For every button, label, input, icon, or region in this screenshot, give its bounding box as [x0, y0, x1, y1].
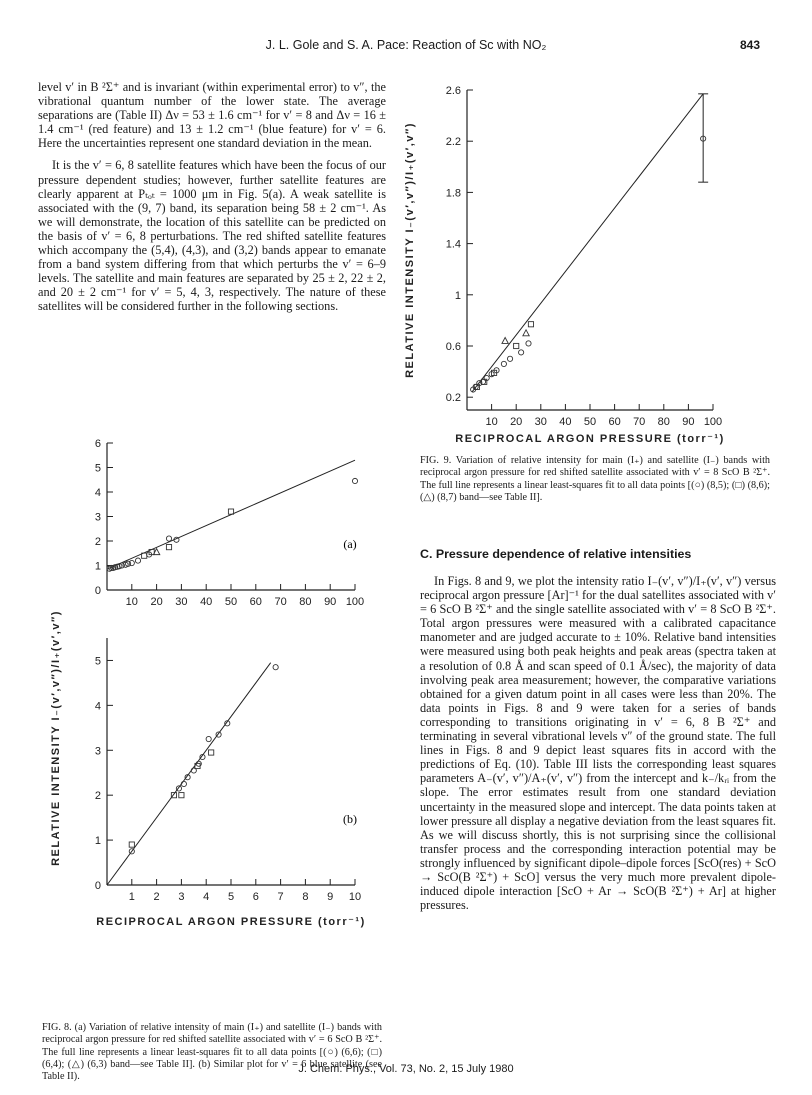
fig8b-point-circle — [181, 781, 186, 786]
left-column-text — [38, 80, 386, 322]
fig8a-point-square — [166, 545, 171, 550]
fig9-x-tick-label: 90 — [682, 416, 695, 428]
fig9-y-tick-label: 1.4 — [445, 238, 461, 251]
fig8b-y-tick-label: 3 — [94, 745, 101, 758]
fig8b-x-tick-label: 5 — [227, 891, 235, 903]
fig8b-panel-label: (b) — [343, 812, 357, 826]
figure-8-caption: FIG. 8. (a) Variation of relative intensity of main (I₊) and satellite (I₋) bands with reciprocal argon pressure for red shifted satellite associated with v′ = 6 ScO B ²Σ⁺. The full line represents a linear least-squares fit to all data points [(○) (6,6); (□) (6,4); (△) (6,3) band—see Table II]. (b) Similar plot for v′ = 6 blue satellite (see Table II). — [42, 1022, 382, 1083]
fig9-x-tick-label: 20 — [510, 416, 523, 428]
fig9-x-tick-label: 40 — [559, 416, 572, 428]
fig8b-x-tick-label: 8 — [302, 891, 309, 903]
fig8a-x-tick-label: 10 — [125, 596, 138, 608]
fig9-x-tick-label: 30 — [534, 416, 547, 428]
fig8b-point-circle — [206, 736, 211, 741]
fig8b-y-tick-label: 4 — [94, 700, 101, 713]
fig8b-y-tick-label: 1 — [94, 835, 101, 848]
fig9-fit-line — [472, 94, 703, 392]
fig8b-point-square — [129, 842, 134, 847]
fig8b-x-tick-label: 1 — [128, 891, 135, 903]
fig8b-x-tick-label: 3 — [178, 891, 185, 903]
header-title: J. L. Gole and S. A. Pace: Reaction of Sc with NO₂ — [265, 38, 547, 52]
fig9-point-circle — [501, 361, 506, 366]
fig8a-x-tick-label: 60 — [249, 596, 262, 608]
fig8a-y-tick-label: 6 — [94, 438, 101, 450]
fig8a-y-tick-label: 4 — [94, 487, 101, 499]
figure-9-chart — [395, 80, 795, 450]
fig8a-y-tick-label: 1 — [94, 560, 101, 573]
fig9-point-triangle — [502, 337, 508, 343]
fig8a-point-circle — [135, 558, 140, 563]
fig9-x-tick-label: 50 — [583, 416, 597, 428]
fig9-y-tick-label: 2.6 — [445, 85, 461, 97]
fig9-point-circle — [507, 356, 512, 361]
fig8-y-axis-title: RELATIVE INTENSITY I₋(v′,v″)/I₊(v′,v″) — [50, 610, 62, 866]
fig9-x-tick-label: 60 — [608, 416, 621, 428]
fig9-x-tick-label: 10 — [485, 416, 498, 428]
fig8b-x-tick-label: 2 — [153, 891, 160, 903]
fig9-y-axis-title: RELATIVE INTENSITY I₋(v′,v″)/I₊(v′,v″) — [404, 122, 416, 378]
fig8b-y-tick-label: 2 — [94, 790, 101, 803]
fig8b-x-tick-label: 6 — [252, 891, 259, 903]
fig9-y-tick-label: 0.6 — [445, 341, 461, 353]
fig8a-x-tick-label: 70 — [274, 596, 287, 608]
running-header — [0, 38, 812, 58]
fig9-point-circle — [526, 341, 531, 346]
right-column-text — [420, 574, 776, 920]
right-paragraph-1: In Figs. 8 and 9, we plot the intensity ratio I₋(v′, v″)/I₊(v′, v″) versus reciprocal argon pressure [Ar]⁻¹ for the dual satellites associated with v′ = 6 ScO B ²Σ⁺ and the single satellite associated with v′ = 8 ScO B ²Σ⁺. Total argon pressures were measured with a calibrated capacitance manometer and are judged accurate to ± 10%. Relative band intensities were measured using both peak heights and peak areas (spectra taken at a resolution of 0.8 Å and scan speed of 0.1 Å/sec), the majority of data involving peak area measurement; however, the comparative variations obtained for a given datum point in all cases were less than 20%. The data points in Figs. 8 and 9 were taken for a series of bands corresponding to transitions originating in v′ = 6, 8 B ²Σ⁺ and terminating in several vibrational levels v″ of the ground state. The full lines in Figs. 8 and 9 depict least squares fits in accord with the predictions of Eq. (10). Table III lists the corresponding least squares parameters A₋(v′, v″)/A₊(v′, v″) from the intercept and k₋/kᵣᵢ from the slope. The error estimates result from one standard deviation uncertainty in the measured slope and intercept. The data points taken at lower pressure all display a negative deviation from the least squares fit. As we will discuss shortly, this is not surprising since the collisional transfer process and the corresponding interaction potential may be strongly influenced by significant dipole–dipole forces [ScO(res) + ScO → ScO(B ²Σ⁺) + ScO] versus the very much more prevalent dipole-induced dipole interaction [ScO + Ar → ScO(B ²Σ⁺) + Ar] at higher pressures. — [420, 574, 776, 913]
fig8a-x-tick-label: 100 — [345, 596, 365, 608]
fig8a-y-tick-label: 5 — [94, 462, 101, 475]
fig8a-x-tick-label: 20 — [150, 596, 163, 608]
fig9-y-tick-label: 1 — [454, 289, 461, 302]
fig8a-y-tick-label: 3 — [94, 511, 101, 524]
fig9-x-tick-label: 70 — [633, 416, 646, 428]
fig8a-y-tick-label: 0 — [94, 585, 101, 597]
fig8b-point-circle — [273, 665, 278, 670]
fig8a-y-tick-label: 2 — [94, 536, 101, 548]
fig8b-x-tick-label: 4 — [203, 891, 210, 903]
page-footer: J. Chem. Phys., Vol. 73, No. 2, 15 July 1980 — [298, 1063, 514, 1075]
page-number: 843 — [739, 38, 760, 52]
fig9-y-tick-label: 1.8 — [445, 187, 461, 200]
fig8a-point-circle — [352, 478, 357, 483]
left-paragraph-2: It is the v′ = 6, 8 satellite features which have been the focus of our pressure dependent studies; however, further satellite features are clearly apparent at Pₜₒₜ = 1000 μm in Fig. 5(a). A weak satellite is associated with the (9, 7) band, its separation being 58 ± 2 cm⁻¹. As we will demonstrate, the location of this satellite can be predicted on the basis of v′ = 6, 8 perturbations. The red shifted satellite features which accompany the (5,4), (4,3), and (3,2) bands appear to emanate from a band system differing from that which perturbs the v′ = 6–9 levels. The satellite and main features are separated by 25 ± 2, 22 ± 2, and 20 ± 2 cm⁻¹ for v′ = 5, 4, 3, respectively. The nature of these satellites will be considered further in the following sections. — [38, 158, 386, 314]
fig8b-fit-line — [107, 663, 271, 885]
fig8a-x-tick-label: 80 — [299, 596, 312, 608]
left-paragraph-1: level v′ in B ²Σ⁺ and is invariant (within experimental error) to v″, the vibrational quantum number of the lower state. The average separations are (Table II) Δν = 53 ± 1.6 cm⁻¹ for v′ = 8 and Δν = 16 ± 1.4 cm⁻¹ (red feature) and 13 ± 1.2 cm⁻¹ (blue feature) for v′ = 6. Here the uncertainties represent one standard deviation in the mean. — [38, 80, 386, 151]
fig8a-point-circle — [166, 536, 171, 541]
fig9-x-axis-title: RECIPROCAL ARGON PRESSURE (torr⁻¹) — [455, 433, 725, 445]
fig8b-point-square — [209, 750, 214, 755]
figure-9-caption: FIG. 9. Variation of relative intensity for main (I₊) and satellite (I₋) bands with reciprocal argon pressure for red shifted satellite associated with v′ = 8 ScO B ²Σ⁺. The full line represents a linear least-squares fit to all data points [(○) (8,5); (□) (8,6); (△) (8,7) band—see Table II]. — [420, 455, 770, 503]
fig9-x-tick-label: 80 — [657, 416, 670, 428]
fig8b-x-tick-label: 10 — [348, 891, 362, 903]
fig8b-x-tick-label: 7 — [277, 891, 284, 903]
fig9-y-tick-label: 2.2 — [445, 136, 461, 149]
fig9-point-square — [528, 322, 533, 327]
fig8b-y-tick-label: 0 — [94, 880, 101, 892]
section-heading: C. Pressure dependence of relative intensities — [420, 547, 692, 561]
fig8b-y-tick-label: 5 — [94, 655, 101, 668]
fig8b-point-square — [179, 793, 184, 798]
fig9-y-tick-label: 0.2 — [445, 392, 461, 405]
fig9-point-circle — [519, 350, 524, 355]
fig8a-x-tick-label: 50 — [224, 596, 238, 608]
fig8b-x-axis-title: RECIPROCAL ARGON PRESSURE (torr⁻¹) — [96, 916, 366, 928]
fig9-point-square — [514, 343, 519, 348]
fig8a-panel-label: (a) — [343, 537, 357, 551]
fig9-x-tick-label: 100 — [703, 416, 723, 428]
fig8a-x-tick-label: 90 — [324, 596, 337, 608]
fig8a-point-circle — [129, 560, 134, 565]
fig9-point-triangle — [523, 330, 529, 336]
fig8b-x-tick-label: 9 — [327, 891, 334, 903]
figure-8-chart — [45, 430, 390, 1020]
fig8a-x-tick-label: 40 — [200, 596, 213, 608]
fig8a-x-tick-label: 30 — [175, 596, 188, 608]
